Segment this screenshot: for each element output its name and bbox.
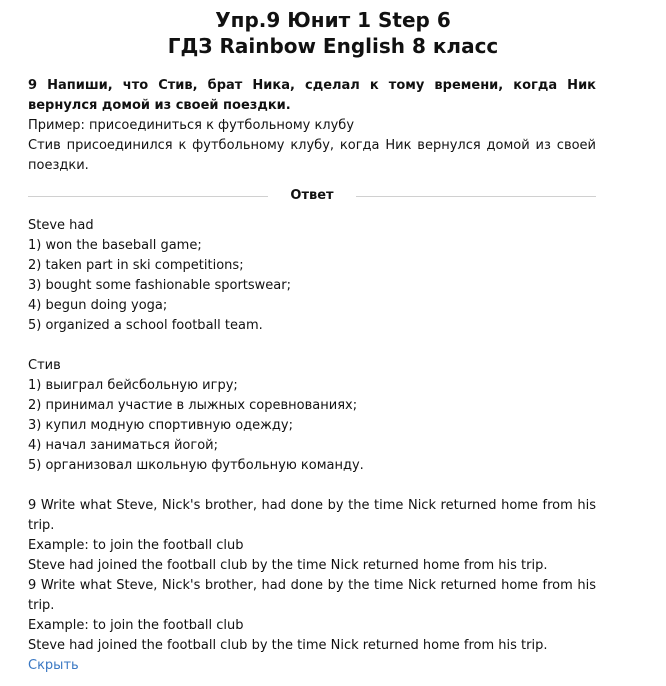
list-item: 2) принимал участие в лыжных соревнованиях; <box>28 398 358 413</box>
content <box>28 76 596 676</box>
page-title <box>0 0 666 59</box>
answer-en <box>28 216 596 336</box>
translation-line: 9 Write what Steve, Nick's brother, had done by the time Nick returned home from his trip. <box>28 578 596 613</box>
list-item: 4) begun doing yoga; <box>28 298 168 313</box>
translation-line: Example: to join the football club <box>28 618 244 633</box>
translation-line: Steve had joined the football club by the time Nick returned home from his trip. <box>28 558 548 573</box>
task-example-text: Стив присоединился к футбольному клубу, когда Ник вернулся домой из своей поездки. <box>28 138 596 173</box>
translation-line: 9 Write what Steve, Nick's brother, had done by the time Nick returned home from his trip. <box>28 498 596 533</box>
answer-label: Ответ <box>290 188 334 203</box>
list-item: 1) won the baseball game; <box>28 238 202 253</box>
list-item: 4) начал заниматься йогой; <box>28 438 218 453</box>
list-item: 3) bought some fashionable sportswear; <box>28 278 291 293</box>
task-text: 9 Напиши, что Стив, брат Ника, сделал к тому времени, когда Ник вернулся домой из своей поездки. <box>28 78 596 113</box>
title-line-2: ГДЗ Rainbow English 8 класс <box>167 34 499 58</box>
answer-en-intro: Steve had <box>28 218 94 233</box>
answer-ru-intro: Стив <box>28 358 61 373</box>
hide-link[interactable]: Скрыть <box>28 658 79 673</box>
task-example-label: Пример: присоединиться к футбольному клубу <box>28 118 355 133</box>
spacer <box>28 476 596 496</box>
divider-line-right <box>356 196 596 197</box>
translation <box>28 496 596 656</box>
list-item: 2) taken part in ski competitions; <box>28 258 244 273</box>
answer-ru <box>28 356 596 476</box>
translation-line: Steve had joined the football club by the time Nick returned home from his trip. <box>28 638 548 653</box>
answer-divider <box>28 184 596 208</box>
list-item: 3) купил модную спортивную одежду; <box>28 418 293 433</box>
divider-line-left <box>28 196 268 197</box>
title-line-1: Упр.9 Юнит 1 Step 6 <box>215 8 451 32</box>
list-item: 1) выиграл бейсбольную игру; <box>28 378 238 393</box>
list-item: 5) organized a school football team. <box>28 318 263 333</box>
list-item: 5) организовал школьную футбольную команду. <box>28 458 364 473</box>
spacer <box>28 336 596 356</box>
translation-line: Example: to join the football club <box>28 538 244 553</box>
